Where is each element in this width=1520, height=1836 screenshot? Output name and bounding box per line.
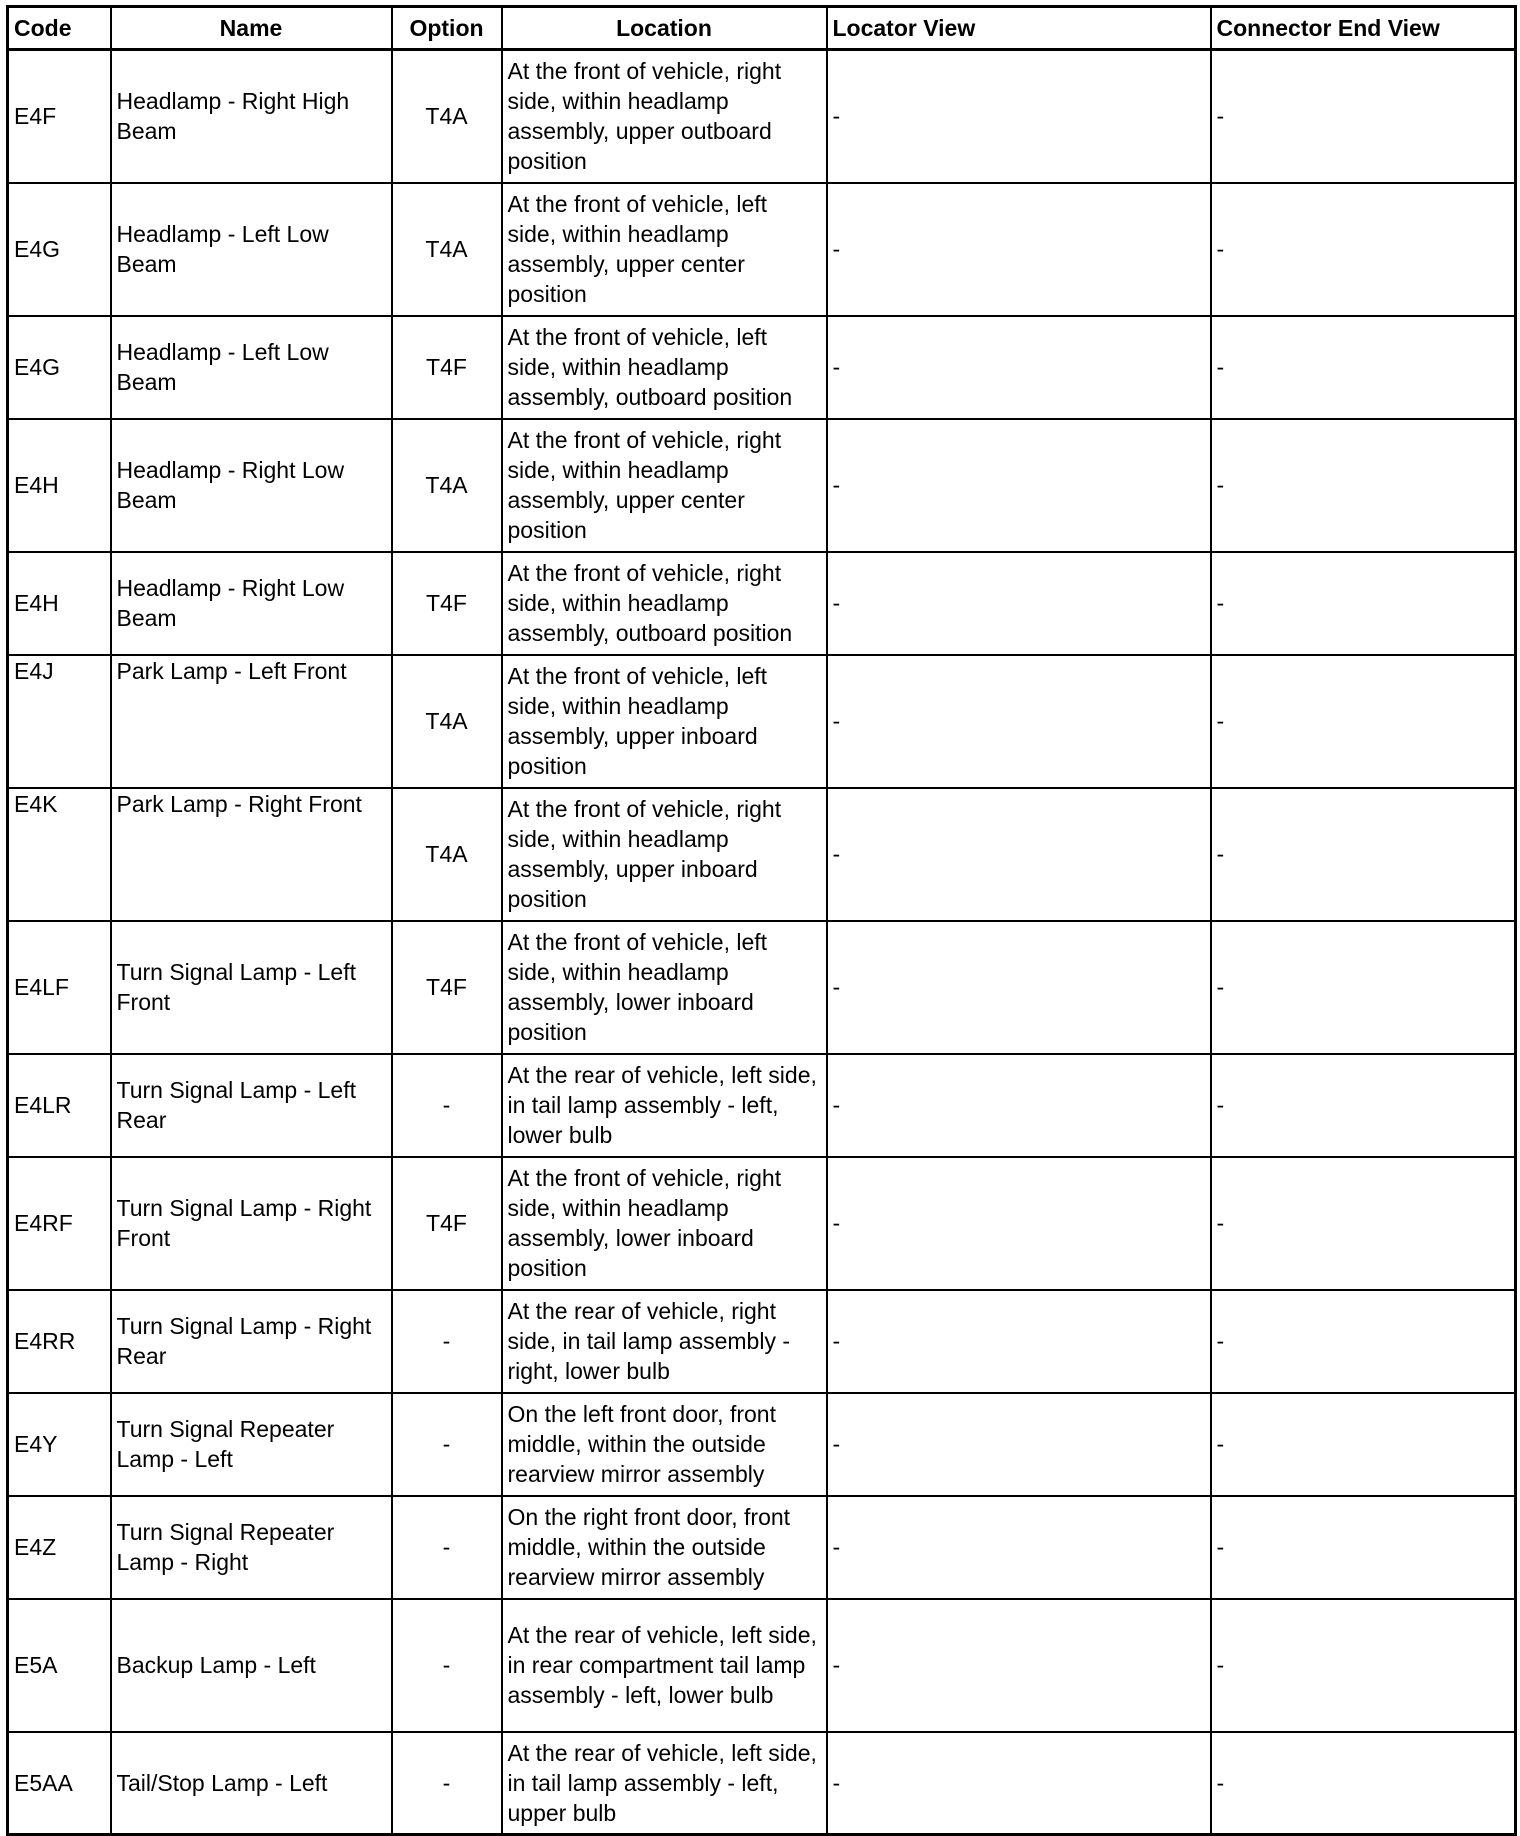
cell-option: - xyxy=(392,1393,502,1496)
cell-connector-end-view: - xyxy=(1211,1496,1516,1599)
cell-connector-end-view: - xyxy=(1211,183,1516,316)
cell-location: At the front of vehicle, right side, within headlamp assembly, upper inboard position xyxy=(502,788,827,921)
cell-location: At the front of vehicle, left side, within headlamp assembly, lower inboard position xyxy=(502,921,827,1054)
cell-locator-view: - xyxy=(827,419,1211,552)
cell-locator-view: - xyxy=(827,1496,1211,1599)
cell-name: Headlamp - Left Low Beam xyxy=(111,183,392,316)
cell-name: Turn Signal Lamp - Left Front xyxy=(111,921,392,1054)
cell-name: Tail/Stop Lamp - Left xyxy=(111,1732,392,1835)
cell-code: E4Z xyxy=(8,1496,111,1599)
cell-connector-end-view: - xyxy=(1211,1054,1516,1157)
cell-option: - xyxy=(392,1290,502,1393)
cell-code: E4G xyxy=(8,183,111,316)
cell-option: - xyxy=(392,1496,502,1599)
cell-location: At the front of vehicle, right side, within headlamp assembly, upper outboard position xyxy=(502,50,827,183)
table-row xyxy=(8,1599,1516,1732)
cell-option: T4F xyxy=(392,552,502,655)
cell-connector-end-view: - xyxy=(1211,921,1516,1054)
cell-option: T4A xyxy=(392,655,502,788)
cell-name: Park Lamp - Right Front xyxy=(111,788,392,921)
cell-location: At the front of vehicle, right side, within headlamp assembly, lower inboard position xyxy=(502,1157,827,1290)
cell-connector-end-view: - xyxy=(1211,1157,1516,1290)
cell-code: E4H xyxy=(8,552,111,655)
cell-connector-end-view: - xyxy=(1211,1732,1516,1835)
cell-name: Park Lamp - Left Front xyxy=(111,655,392,788)
cell-locator-view: - xyxy=(827,1157,1211,1290)
connector-table-sheet xyxy=(6,5,1514,1836)
table-header-row xyxy=(8,7,1516,50)
cell-connector-end-view: - xyxy=(1211,1290,1516,1393)
cell-name: Turn Signal Repeater Lamp - Right xyxy=(111,1496,392,1599)
connector-table xyxy=(6,5,1517,1836)
cell-name: Headlamp - Right High Beam xyxy=(111,50,392,183)
header-locator-view: Locator View xyxy=(827,7,1211,50)
cell-locator-view: - xyxy=(827,1732,1211,1835)
cell-connector-end-view: - xyxy=(1211,655,1516,788)
cell-location: On the right front door, front middle, within the outside rearview mirror assembly xyxy=(502,1496,827,1599)
cell-option: T4A xyxy=(392,50,502,183)
cell-code: E4LF xyxy=(8,921,111,1054)
cell-location: On the left front door, front middle, within the outside rearview mirror assembly xyxy=(502,1393,827,1496)
cell-option: - xyxy=(392,1599,502,1732)
cell-option: T4A xyxy=(392,419,502,552)
table-row xyxy=(8,419,1516,552)
cell-code: E4H xyxy=(8,419,111,552)
table-row xyxy=(8,1290,1516,1393)
cell-location: At the rear of vehicle, left side, in rear compartment tail lamp assembly - left, lower bulb xyxy=(502,1599,827,1732)
cell-location: At the front of vehicle, left side, within headlamp assembly, upper center position xyxy=(502,183,827,316)
cell-locator-view: - xyxy=(827,921,1211,1054)
cell-code: E5AA xyxy=(8,1732,111,1835)
header-option: Option xyxy=(392,7,502,50)
cell-option: - xyxy=(392,1054,502,1157)
cell-option: T4A xyxy=(392,788,502,921)
header-name: Name xyxy=(111,7,392,50)
cell-locator-view: - xyxy=(827,788,1211,921)
cell-location: At the rear of vehicle, left side, in tail lamp assembly - left, upper bulb xyxy=(502,1732,827,1835)
cell-locator-view: - xyxy=(827,1393,1211,1496)
table-row xyxy=(8,316,1516,419)
cell-connector-end-view: - xyxy=(1211,788,1516,921)
cell-option: T4A xyxy=(392,183,502,316)
table-row xyxy=(8,183,1516,316)
cell-connector-end-view: - xyxy=(1211,552,1516,655)
table-row xyxy=(8,921,1516,1054)
cell-connector-end-view: - xyxy=(1211,1393,1516,1496)
cell-connector-end-view: - xyxy=(1211,419,1516,552)
cell-code: E4Y xyxy=(8,1393,111,1496)
cell-name: Headlamp - Left Low Beam xyxy=(111,316,392,419)
cell-name: Headlamp - Right Low Beam xyxy=(111,552,392,655)
cell-code: E4G xyxy=(8,316,111,419)
cell-option: T4F xyxy=(392,1157,502,1290)
cell-name: Turn Signal Lamp - Right Rear xyxy=(111,1290,392,1393)
cell-locator-view: - xyxy=(827,655,1211,788)
cell-name: Headlamp - Right Low Beam xyxy=(111,419,392,552)
table-row xyxy=(8,788,1516,921)
cell-locator-view: - xyxy=(827,50,1211,183)
cell-locator-view: - xyxy=(827,1599,1211,1732)
cell-option: - xyxy=(392,1732,502,1835)
cell-location: At the rear of vehicle, right side, in tail lamp assembly - right, lower bulb xyxy=(502,1290,827,1393)
cell-location: At the front of vehicle, right side, within headlamp assembly, outboard position xyxy=(502,552,827,655)
cell-code: E4RR xyxy=(8,1290,111,1393)
cell-code: E4J xyxy=(8,655,111,788)
cell-code: E4LR xyxy=(8,1054,111,1157)
cell-location: At the front of vehicle, left side, within headlamp assembly, upper inboard position xyxy=(502,655,827,788)
table-row xyxy=(8,1496,1516,1599)
table-row xyxy=(8,1157,1516,1290)
cell-code: E4F xyxy=(8,50,111,183)
cell-locator-view: - xyxy=(827,1290,1211,1393)
cell-option: T4F xyxy=(392,921,502,1054)
header-location: Location xyxy=(502,7,827,50)
cell-location: At the front of vehicle, left side, within headlamp assembly, outboard position xyxy=(502,316,827,419)
cell-locator-view: - xyxy=(827,316,1211,419)
table-row xyxy=(8,1393,1516,1496)
cell-locator-view: - xyxy=(827,1054,1211,1157)
cell-location: At the rear of vehicle, left side, in tail lamp assembly - left, lower bulb xyxy=(502,1054,827,1157)
table-row xyxy=(8,1054,1516,1157)
cell-location: At the front of vehicle, right side, within headlamp assembly, upper center position xyxy=(502,419,827,552)
cell-code: E4K xyxy=(8,788,111,921)
cell-code: E5A xyxy=(8,1599,111,1732)
table-row xyxy=(8,1732,1516,1835)
cell-connector-end-view: - xyxy=(1211,316,1516,419)
cell-option: T4F xyxy=(392,316,502,419)
table-row xyxy=(8,50,1516,183)
cell-name: Turn Signal Lamp - Left Rear xyxy=(111,1054,392,1157)
cell-locator-view: - xyxy=(827,183,1211,316)
cell-name: Backup Lamp - Left xyxy=(111,1599,392,1732)
cell-name: Turn Signal Lamp - Right Front xyxy=(111,1157,392,1290)
cell-connector-end-view: - xyxy=(1211,50,1516,183)
header-code: Code xyxy=(8,7,111,50)
cell-locator-view: - xyxy=(827,552,1211,655)
table-row xyxy=(8,552,1516,655)
header-connector-end-view: Connector End View xyxy=(1211,7,1516,50)
cell-connector-end-view: - xyxy=(1211,1599,1516,1732)
cell-code: E4RF xyxy=(8,1157,111,1290)
cell-name: Turn Signal Repeater Lamp - Left xyxy=(111,1393,392,1496)
table-row xyxy=(8,655,1516,788)
